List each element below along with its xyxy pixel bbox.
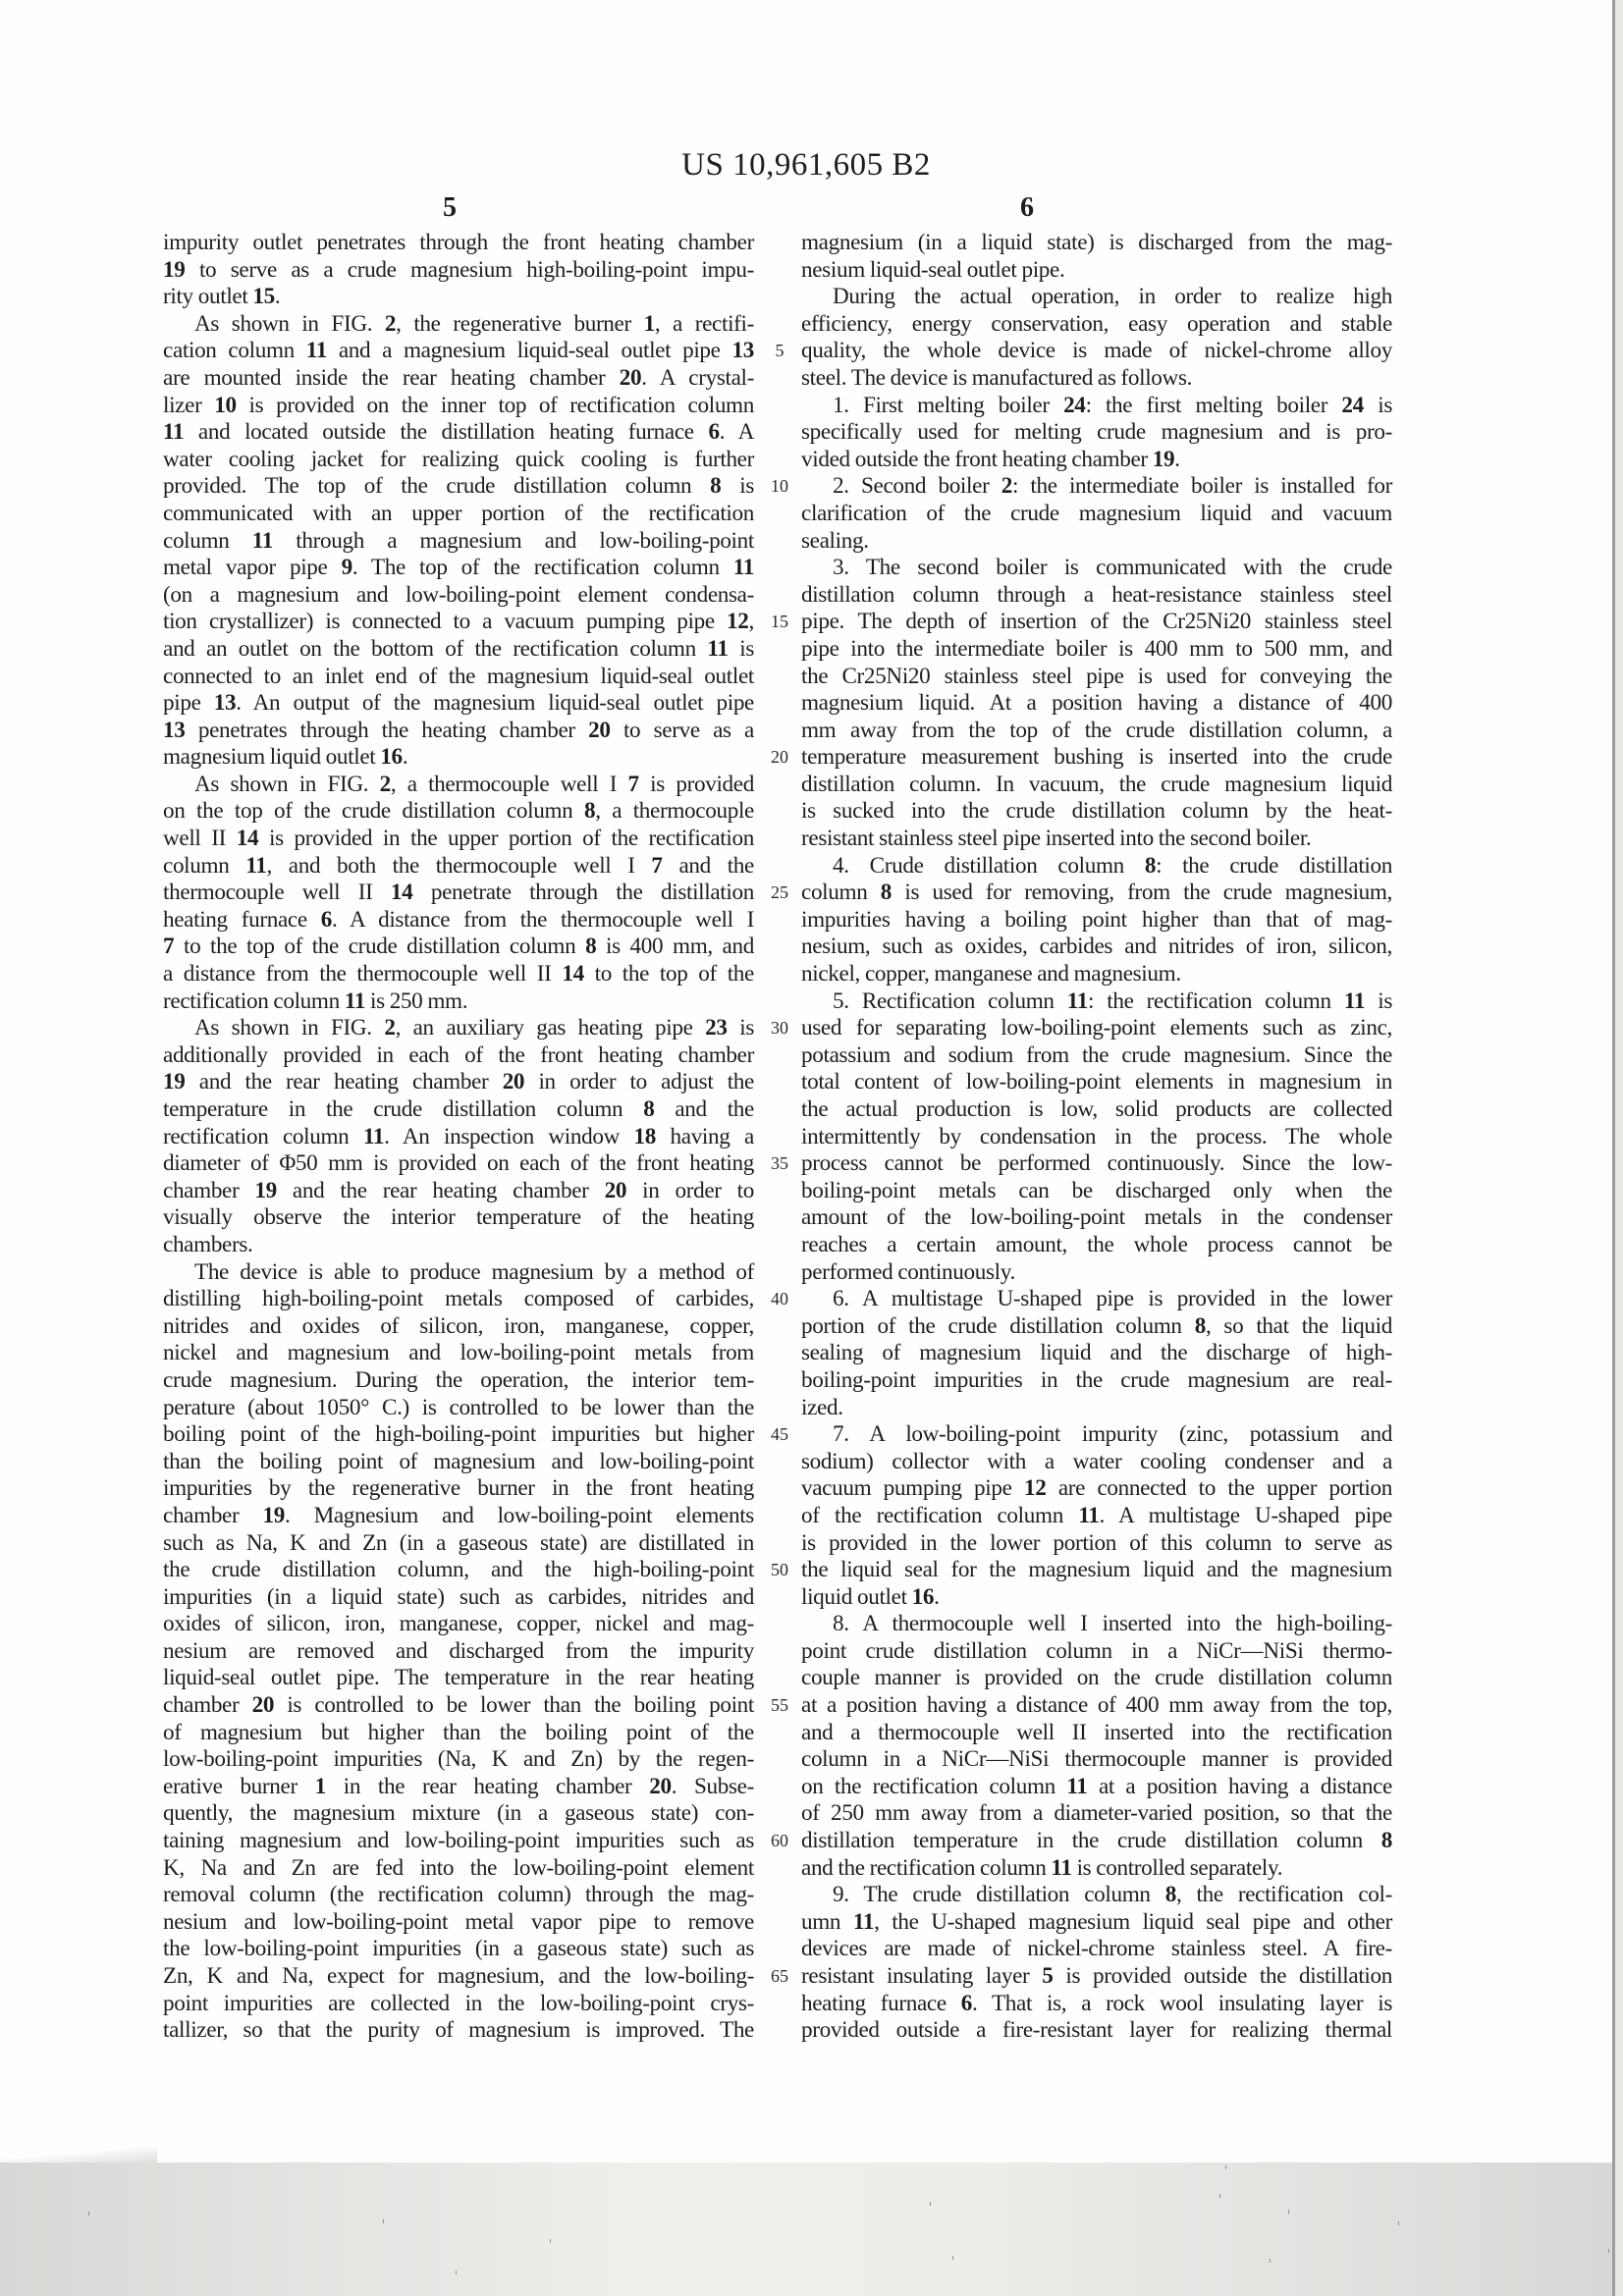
text-line: pipe 13. An output of the magnesium liquid-seal outlet pipe [163, 690, 754, 717]
text-line: impurities having a boiling point higher than that of mag- [801, 906, 1392, 933]
text-line: chamber 20 is controlled to be lower than the boiling point [163, 1692, 754, 1719]
reference-numeral: 12 [727, 609, 749, 635]
reference-numeral: 20 [502, 1069, 525, 1095]
text-line: couple manner is provided on the crude distillation column [801, 1665, 1392, 1691]
line-number: 45 [771, 1424, 788, 1445]
text-line: the Cr25Ni20 stainless steel pipe is used for conveying the [801, 663, 1392, 689]
text-line: ized. [801, 1394, 843, 1420]
page-edge [1615, 0, 1623, 2296]
reference-numeral: 11 [852, 1908, 875, 1935]
text-line: 2. Second boiler 2: the intermediate boiler is installed for [833, 473, 1392, 500]
text-line: additionally provided in each of the front heating chamber [163, 1041, 754, 1068]
reference-numeral: 11 [251, 527, 273, 554]
reference-numeral: 20 [604, 1177, 627, 1203]
reference-numeral: 20 [588, 717, 611, 743]
text-line: low-boiling-point impurities (Na, K and Zn) by the regen- [163, 1746, 754, 1773]
text-line: nitrides and oxides of silicon, iron, manganese, copper, [163, 1312, 754, 1339]
text-line: are mounted inside the rear heating chamber 20. A crystal- [163, 364, 754, 391]
text-line: umn 11, the U-shaped magnesium liquid seal pipe and other [801, 1908, 1392, 1935]
reference-numeral: 18 [633, 1123, 656, 1149]
line-number: 15 [771, 612, 788, 632]
text-line: 19 to serve as a crude magnesium high-boiling-point impu- [163, 256, 754, 283]
reference-numeral: 19 [1152, 446, 1175, 472]
text-line: crude magnesium. During the operation, the interior tem- [163, 1366, 754, 1393]
text-line: magnesium liquid outlet 16. [163, 744, 408, 771]
text-line: magnesium (in a liquid state) is discharged from the mag- [801, 230, 1392, 255]
text-line: nickel, copper, manganese and magnesium. [801, 961, 1181, 988]
text-line: rity outlet 15. [163, 284, 281, 310]
text-line: and an outlet on the bottom of the rectification column 11 is [163, 635, 754, 662]
text-line: rectification column 11 is 250 mm. [163, 988, 468, 1014]
text-line: liquid outlet 16. [801, 1583, 940, 1610]
text-line: As shown in FIG. 2, the regenerative burner 1, a rectifi- [194, 310, 754, 337]
reference-numeral: 24 [1063, 392, 1086, 418]
text-line: reaches a certain amount, the whole process cannot be [801, 1231, 1392, 1257]
reference-numeral: 11 [305, 338, 327, 364]
text-line: impurities by the regenerative burner in the front heating [163, 1475, 754, 1502]
text-line: distilling high-boiling-point metals composed of carbides, [163, 1286, 754, 1312]
text-line: lizer 10 is provided on the inner top of rectification column [163, 392, 754, 418]
reference-numeral: 8 [1380, 1828, 1392, 1854]
scan-speck [1270, 2259, 1271, 2263]
reference-numeral: 11 [732, 555, 754, 581]
reference-numeral: 8 [710, 473, 722, 500]
reference-numeral: 19 [254, 1177, 277, 1203]
text-line: connected to an inlet end of the magnesium liquid-seal outlet [163, 663, 754, 689]
text-line: well II 14 is provided in the upper portion of the rectification [163, 826, 754, 852]
text-line: of 250 mm away from a diameter-varied position, so that the [801, 1800, 1392, 1827]
text-line: chambers. [163, 1231, 253, 1257]
text-line: 1. First melting boiler 24: the first melting boiler 24 is [833, 392, 1392, 418]
text-line: 4. Crude distillation column 8: the crude distillation [833, 852, 1392, 879]
text-line: column in a NiCr—NiSi thermocouple manner is provided [801, 1746, 1392, 1773]
reference-numeral: 11 [245, 852, 267, 879]
text-line: visually observe the interior temperature of the heating [163, 1204, 754, 1231]
text-line: quality, the whole device is made of nickel-chrome alloy [801, 338, 1392, 364]
text-line: amount of the low-boiling-point metals in the condenser [801, 1204, 1392, 1231]
text-line: vided outside the front heating chamber 19. [801, 446, 1180, 472]
scan-speck [383, 2219, 384, 2223]
reference-numeral: 15 [252, 284, 275, 310]
text-line: portion of the crude distillation column 8, so that the liquid [801, 1312, 1393, 1339]
text-line: nesium, such as oxides, carbides and nitrides of iron, silicon, [801, 934, 1392, 960]
line-number: 30 [771, 1018, 788, 1039]
text-line: steel. The device is manufactured as follows. [801, 364, 1193, 391]
text-line: 11 and located outside the distillation heating furnace 6. A [163, 419, 754, 446]
reference-numeral: 11 [1051, 1854, 1072, 1881]
reference-numeral: 8 [643, 1096, 655, 1122]
reference-numeral: 11 [707, 635, 729, 662]
reference-numeral: 13 [163, 717, 186, 743]
text-line: the actual production is low, solid products are collected [801, 1096, 1392, 1122]
text-line: potassium and sodium from the crude magnesium. Since the [801, 1041, 1392, 1068]
scan-speck [952, 2256, 953, 2260]
text-line: 6. A multistage U-shaped pipe is provided in the lower [833, 1286, 1392, 1312]
text-line: boiling-point metals can be discharged only when the [801, 1177, 1392, 1203]
reference-numeral: 14 [562, 961, 584, 988]
reference-numeral: 20 [649, 1773, 672, 1799]
text-line: sodium) collector with a water cooling condenser and a [801, 1448, 1392, 1474]
text-line: sealing of magnesium liquid and the discharge of high- [801, 1340, 1392, 1366]
scan-speck [1288, 2210, 1289, 2214]
scanner-background [0, 2163, 1612, 2296]
text-line: heating furnace 6. A distance from the thermocouple well I [163, 906, 754, 933]
text-line: removal column (the rectification column) through the mag- [163, 1882, 754, 1908]
text-line: used for separating low-boiling-point elements such as zinc, [801, 1015, 1392, 1041]
column-number-right: 6 [1020, 192, 1034, 223]
text-line: at a position having a distance of 400 mm away from the top, [801, 1692, 1392, 1719]
reference-numeral: 10 [214, 392, 237, 418]
text-line: provided. The top of the crude distillation column 8 is [163, 473, 754, 500]
line-number: 35 [771, 1153, 788, 1174]
text-line: process cannot be performed continuously. Since the low- [801, 1150, 1392, 1177]
text-line: thermocouple well II 14 penetrate through the distillation [163, 880, 754, 906]
text-line: heating furnace 6. That is, a rock wool insulating layer is [801, 1990, 1392, 2016]
text-line: 9. The crude distillation column 8, the rectification col- [833, 1882, 1392, 1908]
reference-numeral: 7 [651, 852, 663, 879]
text-line: pipe. The depth of insertion of the Cr25Ni20 stainless steel [801, 609, 1392, 635]
reference-numeral: 9 [341, 555, 352, 581]
reference-numeral: 8 [1194, 1312, 1206, 1339]
text-line: is sucked into the crude distillation column by the heat- [801, 798, 1392, 825]
text-line: column 8 is used for removing, from the crude magnesium, [801, 880, 1392, 906]
text-line: perature (about 1050° C.) is controlled to be lower than the [163, 1394, 754, 1420]
reference-numeral: 16 [911, 1583, 935, 1610]
text-line: 8. A thermocouple well I inserted into the high-boiling- [833, 1611, 1392, 1637]
text-line: the low-boiling-point impurities (in a gaseous state) such as [163, 1936, 754, 1962]
text-line: temperature in the crude distillation column 8 and the [163, 1096, 754, 1122]
text-line: distillation column. In vacuum, the crude magnesium liquid [801, 771, 1392, 797]
text-line: pipe into the intermediate boiler is 400 mm to 500 mm, and [801, 635, 1392, 662]
text-line: erative burner 1 in the rear heating chamber 20. Subse- [163, 1773, 754, 1799]
reference-numeral: 19 [163, 256, 186, 283]
text-line: the crude distillation column, and the high-boiling-point [163, 1557, 754, 1583]
reference-numeral: 7 [627, 771, 639, 797]
text-line: sealing. [801, 527, 869, 554]
text-line: of magnesium but higher than the boiling point of the [163, 1719, 754, 1745]
text-line: water cooling jacket for realizing quick cooling is further [163, 446, 754, 472]
text-line: distillation temperature in the crude distillation column 8 [801, 1828, 1392, 1854]
scan-speck [1219, 2194, 1220, 2198]
reference-numeral: 8 [1144, 852, 1157, 879]
text-line: efficiency, energy conservation, easy operation and stable [801, 310, 1392, 337]
reference-numeral: 19 [262, 1502, 285, 1528]
reference-numeral: 20 [619, 364, 642, 391]
line-number: 50 [771, 1560, 788, 1580]
text-line: chamber 19. Magnesium and low-boiling-point elements [163, 1502, 754, 1528]
text-line: 7. A low-boiling-point impurity (zinc, potassium and [833, 1421, 1392, 1448]
text-column-left [163, 230, 754, 2045]
text-line: tallizer, so that the purity of magnesium is improved. The [163, 2017, 754, 2044]
text-line: nesium are removed and discharged from the impurity [163, 1637, 754, 1664]
reference-numeral: 13 [731, 338, 754, 364]
text-line: magnesium liquid. At a position having a distance of 400 [801, 690, 1392, 717]
text-line: on the rectification column 11 at a position having a distance [801, 1773, 1392, 1799]
text-line: Zn, K and Na, expect for magnesium, and the low-boiling- [163, 1963, 754, 1989]
text-line: column 11 through a magnesium and low-boiling-point [163, 527, 754, 554]
reference-numeral: 5 [1042, 1963, 1054, 1989]
text-line: and a thermocouple well II inserted into the rectification [801, 1719, 1392, 1745]
text-line: resistant insulating layer 5 is provided outside the distillation [801, 1963, 1393, 1989]
reference-numeral: 11 [344, 988, 366, 1014]
text-line: nickel and magnesium and low-boiling-point metals from [163, 1340, 754, 1366]
text-line: The device is able to produce magnesium by a method of [194, 1258, 754, 1285]
text-line: specifically used for melting crude magnesium and is pro- [801, 419, 1392, 446]
line-number: 10 [771, 476, 788, 497]
reference-numeral: 11 [1066, 1773, 1088, 1799]
line-number: 5 [775, 341, 784, 361]
text-line: nesium and low-boiling-point metal vapor pipe to remove [163, 1908, 754, 1935]
reference-numeral: 11 [1078, 1502, 1100, 1528]
reference-numeral: 2 [1001, 473, 1012, 500]
text-line: boiling point of the high-boiling-point impurities but higher [163, 1421, 754, 1448]
text-line: and the rectification column 11 is controlled separately. [801, 1854, 1283, 1881]
reference-numeral: 14 [390, 880, 413, 906]
reference-numeral: 2 [384, 310, 397, 337]
text-line: than the boiling point of magnesium and low-boiling-point [163, 1448, 754, 1474]
text-line: As shown in FIG. 2, an auxiliary gas heating pipe 23 is [194, 1015, 754, 1041]
reference-numeral: 6 [320, 906, 332, 933]
text-line: quently, the magnesium mixture (in a gaseous state) con- [163, 1800, 754, 1827]
text-line: impurities (in a liquid state) such as carbides, nitrides and [163, 1583, 754, 1610]
scan-speck [1225, 2165, 1226, 2169]
reference-numeral: 2 [379, 771, 391, 797]
reference-numeral: 8 [1164, 1882, 1176, 1908]
reference-numeral: 12 [1023, 1475, 1047, 1502]
text-line: K, Na and Zn are fed into the low-boiling-point element [163, 1854, 754, 1881]
text-line: provided outside a fire-resistant layer for realizing thermal [801, 2017, 1392, 2044]
text-line: such as Na, K and Zn (in a gaseous state) are distillated in [163, 1529, 754, 1556]
scan-speck [1398, 2221, 1399, 2225]
text-line: 19 and the rear heating chamber 20 in order to adjust the [163, 1069, 754, 1095]
text-line: oxides of silicon, iron, manganese, copper, nickel and mag- [163, 1611, 754, 1637]
text-line: mm away from the top of the crude distillation column, a [801, 717, 1392, 743]
line-number: 20 [771, 747, 788, 768]
text-line: diameter of Φ50 mm is provided on each of the front heating [163, 1150, 754, 1177]
text-line: impurity outlet penetrates through the front heating chamber [163, 230, 754, 255]
scan-speck [550, 2239, 551, 2243]
reference-numeral: 19 [163, 1069, 186, 1095]
text-line: nesium liquid-seal outlet pipe. [801, 256, 1065, 283]
text-column-right [801, 230, 1392, 2045]
reference-numeral: 11 [1066, 988, 1088, 1014]
text-line: As shown in FIG. 2, a thermocouple well I 7 is provided [194, 771, 754, 797]
text-line: taining magnesium and low-boiling-point impurities such as [163, 1828, 754, 1854]
reference-numeral: 6 [960, 1990, 973, 2016]
text-line: devices are made of nickel-chrome stainless steel. A fire- [801, 1936, 1392, 1962]
reference-numeral: 1 [643, 310, 655, 337]
text-line: is provided in the lower portion of this column to serve as [801, 1529, 1392, 1556]
line-number: 25 [771, 882, 788, 903]
text-line: communicated with an upper portion of the rectification [163, 500, 754, 526]
reference-numeral: 14 [236, 826, 259, 852]
text-line: liquid-seal outlet pipe. The temperature in the rear heating [163, 1665, 754, 1691]
reference-numeral: 13 [213, 690, 237, 717]
reference-numeral: 2 [384, 1015, 396, 1041]
patent-number: US 10,961,605 B2 [681, 147, 931, 183]
text-line: resistant stainless steel pipe inserted into the second boiler. [801, 826, 1312, 852]
text-line: of the rectification column 11. A multistage U-shaped pipe [801, 1502, 1392, 1528]
text-line: performed continuously. [801, 1258, 1015, 1285]
text-line: distillation column through a heat-resistance stainless steel [801, 581, 1392, 608]
reference-numeral: 6 [708, 419, 720, 446]
line-number: 55 [771, 1695, 788, 1716]
text-line: point crude distillation column in a NiCr—NiSi thermo- [801, 1637, 1392, 1664]
reference-numeral: 11 [163, 419, 185, 446]
text-line: cation column 11 and a magnesium liquid-seal outlet pipe 13 [163, 338, 754, 364]
text-line: 7 to the top of the crude distillation column 8 is 400 mm, and [163, 934, 754, 960]
text-line: 13 penetrates through the heating chamber 20 to serve as a [163, 717, 755, 743]
text-line: intermittently by condensation in the process. The whole [801, 1123, 1392, 1149]
text-line: the liquid seal for the magnesium liquid and the magnesium [801, 1557, 1392, 1583]
reference-numeral: 7 [163, 934, 175, 960]
scan-speck [930, 2202, 931, 2206]
reference-numeral: 11 [362, 1123, 385, 1149]
text-line: 3. The second boiler is communicated with the crude [833, 555, 1392, 581]
text-line: 5. Rectification column 11: the rectification column 11 is [833, 988, 1392, 1014]
reference-numeral: 8 [585, 934, 597, 960]
text-line: a distance from the thermocouple well II 14 to the top of the [163, 961, 754, 988]
text-line: metal vapor pipe 9. The top of the rectification column 11 [163, 555, 754, 581]
text-line: (on a magnesium and low-boiling-point element condensa- [163, 581, 754, 608]
reference-numeral: 8 [583, 798, 596, 825]
line-number: 40 [771, 1289, 788, 1309]
text-line: point impurities are collected in the low-boiling-point crys- [163, 1990, 754, 2016]
scan-speck [88, 2212, 89, 2216]
reference-numeral: 23 [705, 1015, 728, 1041]
text-line: column 11, and both the thermocouple well I 7 and the [163, 852, 754, 879]
line-number: 60 [771, 1831, 788, 1851]
text-line: During the actual operation, in order to realize high [833, 284, 1392, 310]
text-line: temperature measurement bushing is inserted into the crude [801, 744, 1392, 771]
text-line: tion crystallizer) is connected to a vacuum pumping pipe 12, [163, 609, 754, 635]
scan-speck [1608, 2249, 1609, 2253]
scan-speck [456, 2270, 457, 2274]
line-number: 65 [771, 1966, 788, 1987]
text-line: total content of low-boiling-point elements in magnesium in [801, 1069, 1392, 1095]
text-line: on the top of the crude distillation column 8, a thermocouple [163, 798, 754, 825]
column-number-left: 5 [443, 192, 457, 223]
reference-numeral: 1 [314, 1773, 326, 1799]
reference-numeral: 24 [1341, 392, 1364, 418]
reference-numeral: 11 [1343, 988, 1366, 1014]
text-line: chamber 19 and the rear heating chamber 20 in order to [163, 1177, 755, 1203]
text-line: boiling-point impurities in the crude magnesium are real- [801, 1366, 1392, 1393]
text-line: vacuum pumping pipe 12 are connected to the upper portion [801, 1475, 1392, 1502]
reference-numeral: 20 [251, 1692, 275, 1719]
text-line: rectification column 11. An inspection window 18 having a [163, 1123, 754, 1149]
text-line: clarification of the crude magnesium liquid and vacuum [801, 500, 1392, 526]
reference-numeral: 16 [380, 744, 403, 771]
reference-numeral: 8 [880, 880, 893, 906]
